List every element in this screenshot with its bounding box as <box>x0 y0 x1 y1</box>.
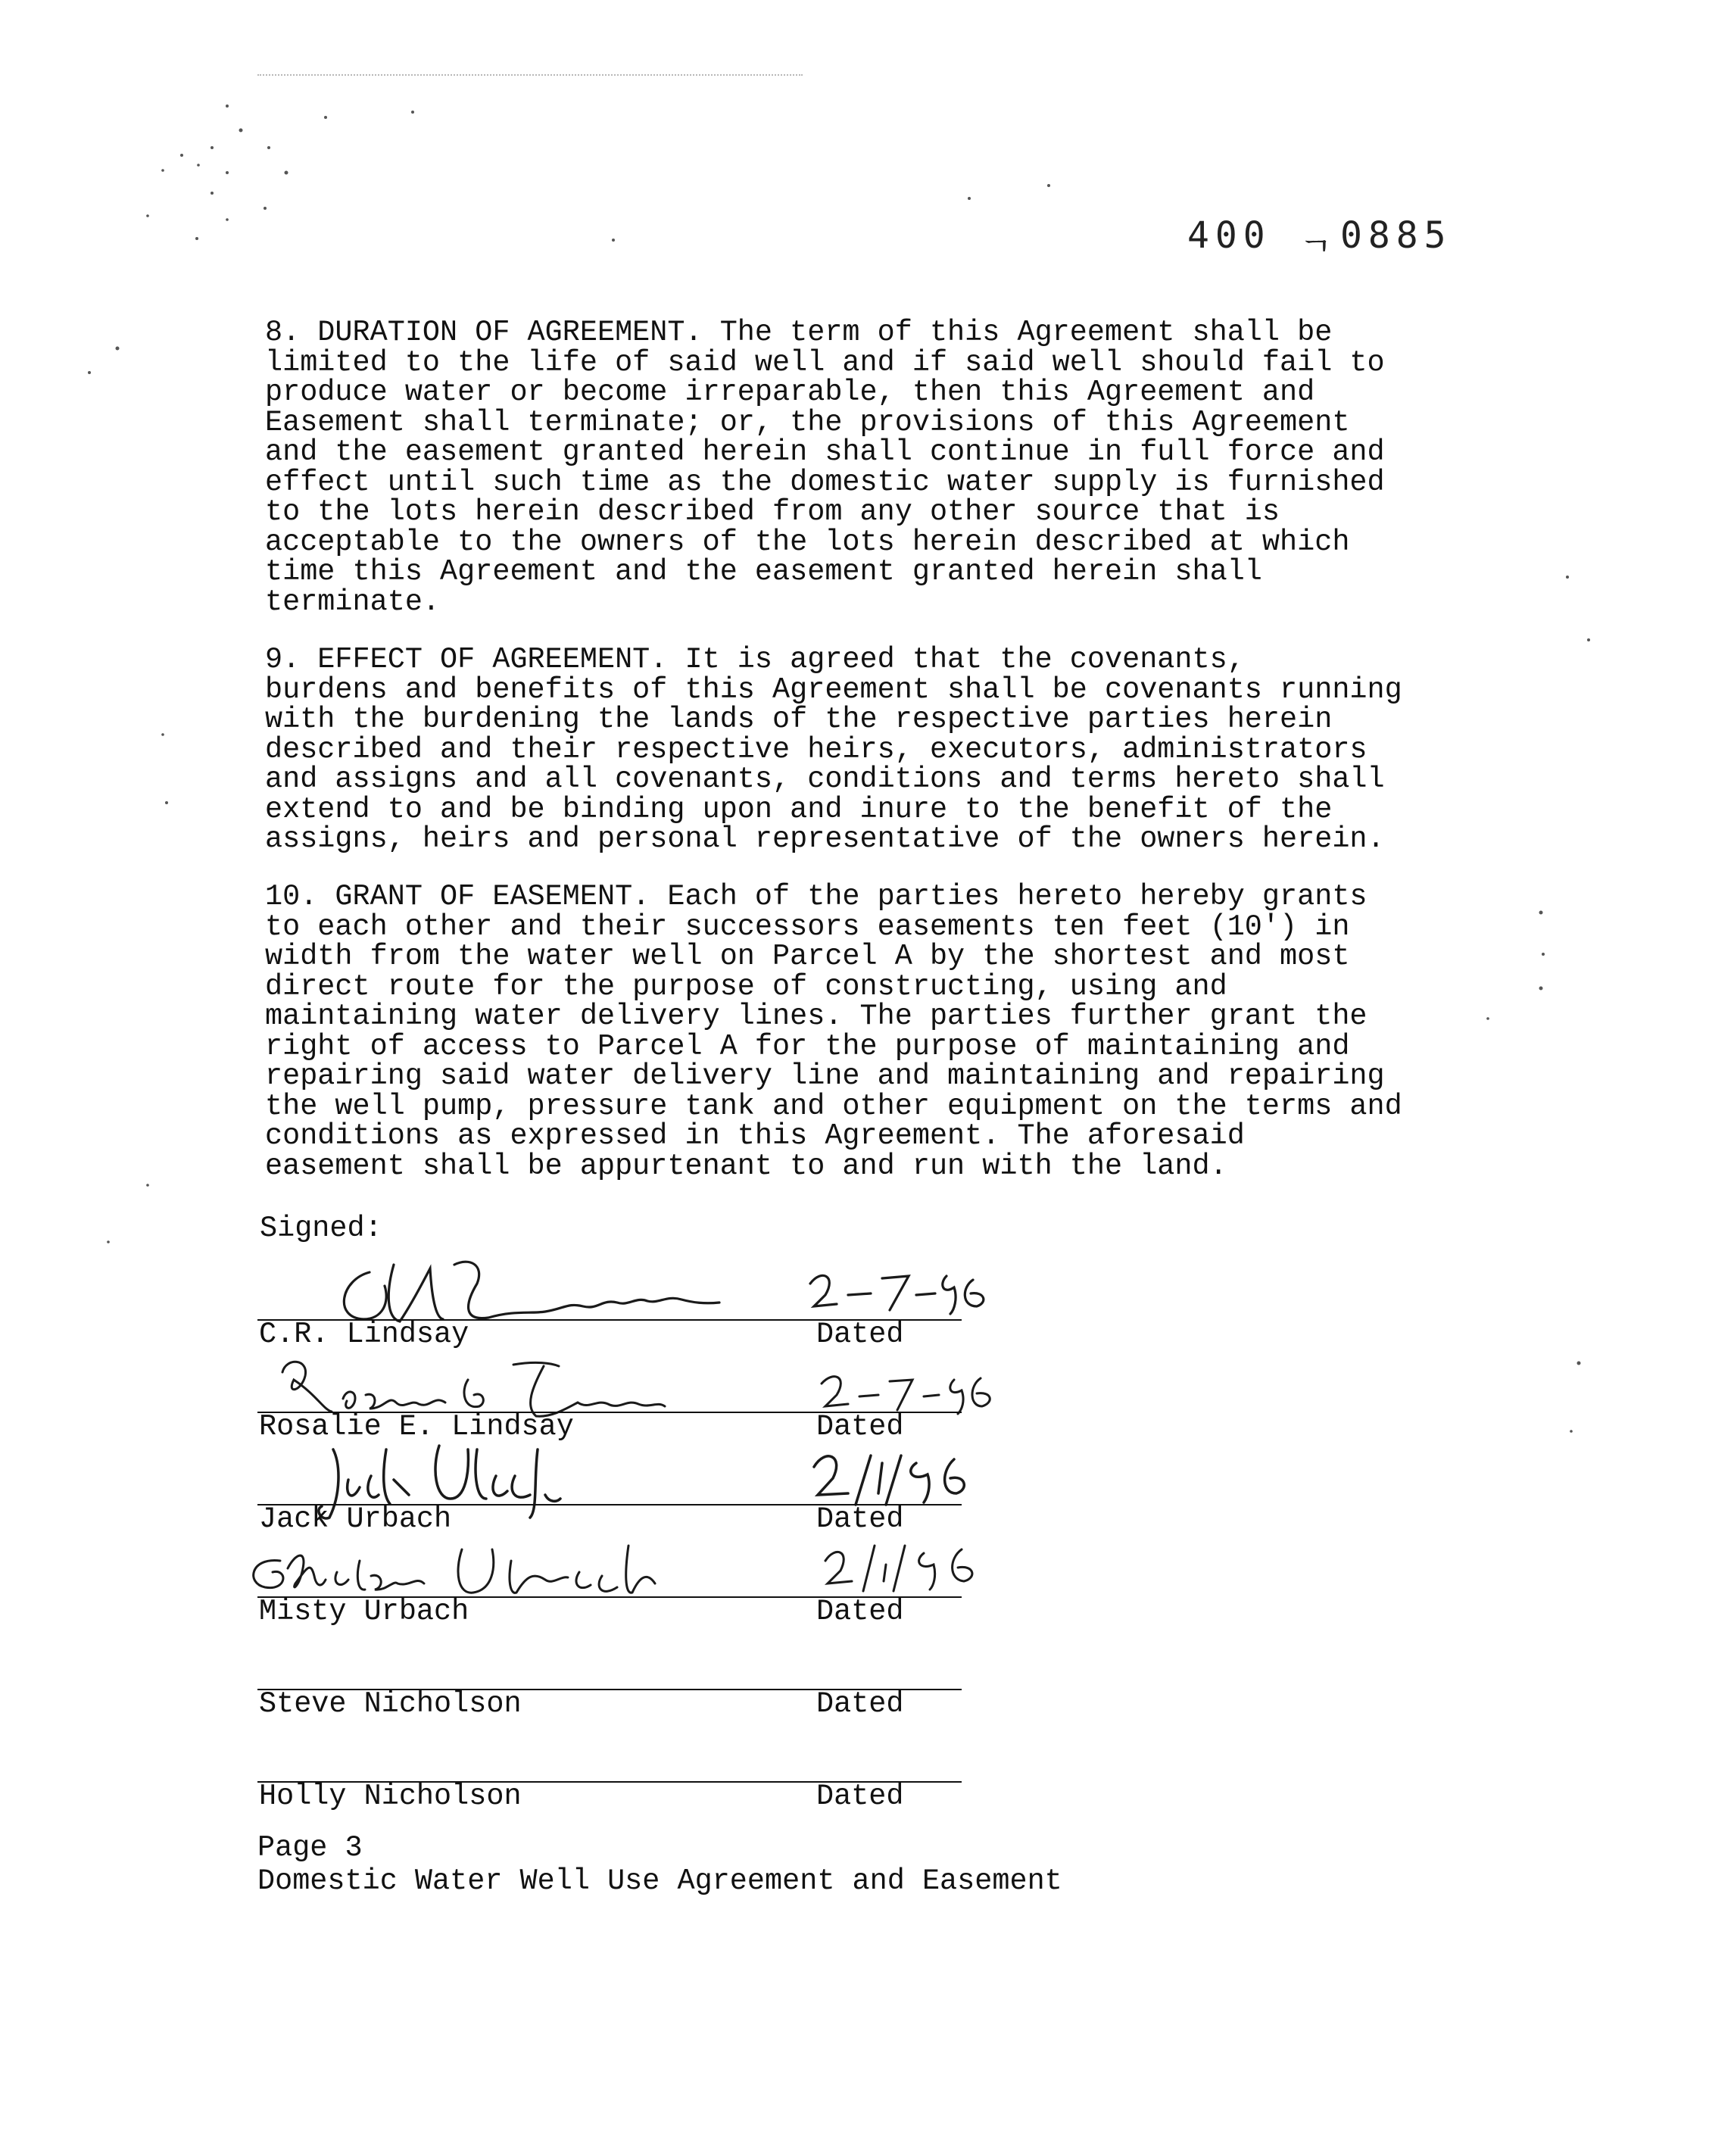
signature-row <box>257 1257 962 1351</box>
signer-name: Holly Nicholson <box>259 1780 522 1813</box>
footer-page-number: Page 3 <box>257 1831 363 1864</box>
section-8-duration: 8. DURATION OF AGREEMENT. The term of this Agreement shall be limited to the life of said well and if said well should fail to produce water or become irreparable, then this Agreement and Easement shall terminate; or, the provisions of this Agreement and the easement granted herein shall continue in full force and effect until such time as the domestic water supply is furnished to the lots herein described from any other source that is acceptable to the owners of the lots herein described at which time this Agreement and the easement granted herein shall terminate. <box>265 316 1385 619</box>
dated-label: Dated <box>816 1318 904 1351</box>
dated-label: Dated <box>816 1502 904 1536</box>
signature-row <box>257 1442 962 1536</box>
footer-document-title: Domestic Water Well Use Agreement and Easement <box>257 1864 1062 1898</box>
signature-row <box>257 1349 962 1443</box>
book-page-number: 400 ᆨ0885 <box>1187 214 1452 257</box>
signer-name: Misty Urbach <box>259 1595 469 1628</box>
dated-label: Dated <box>816 1780 904 1813</box>
signer-name: Steve Nicholson <box>259 1687 522 1721</box>
signer-name: Rosalie E. Lindsay <box>259 1410 574 1443</box>
section-9-effect: 9. EFFECT OF AGREEMENT. It is agreed that the covenants, burdens and benefits of this Agreement shall be covenants running with the burdening the lands of the respective parties herein described and their respective heirs, executors, administrators and assigns and all covenants, conditions and terms hereto shall extend to and be binding upon and inure to the benefit of the assigns, heirs and personal representative of the owners herein. <box>265 643 1402 856</box>
signer-name: C.R. Lindsay <box>259 1318 469 1351</box>
section-10-grant-of-easement: 10. GRANT OF EASEMENT. Each of the parties hereto hereby grants to each other and their successors easements ten feet (10') in width from the water well on Parcel A by the shortest and most direct route for the purpose of constructing, using and maintaining water delivery lines. The parties further grant the right of access to Parcel A for the purpose of maintaining and repairing said water delivery line and maintaining and repairing the well pump, pressure tank and other equipment on the terms and conditions as expressed in this Agreement. The aforesaid easement shall be appurtenant to and run with the land. <box>265 880 1402 1183</box>
dated-label: Dated <box>816 1687 904 1721</box>
signature-row <box>257 1627 962 1721</box>
signature-row <box>257 1719 962 1813</box>
scan-top-rule <box>257 74 803 76</box>
signature-row <box>257 1534 962 1628</box>
signed-label: Signed: <box>260 1212 382 1245</box>
dated-label: Dated <box>816 1410 904 1443</box>
dated-label: Dated <box>816 1595 904 1628</box>
signer-name: Jack Urbach <box>259 1502 452 1536</box>
